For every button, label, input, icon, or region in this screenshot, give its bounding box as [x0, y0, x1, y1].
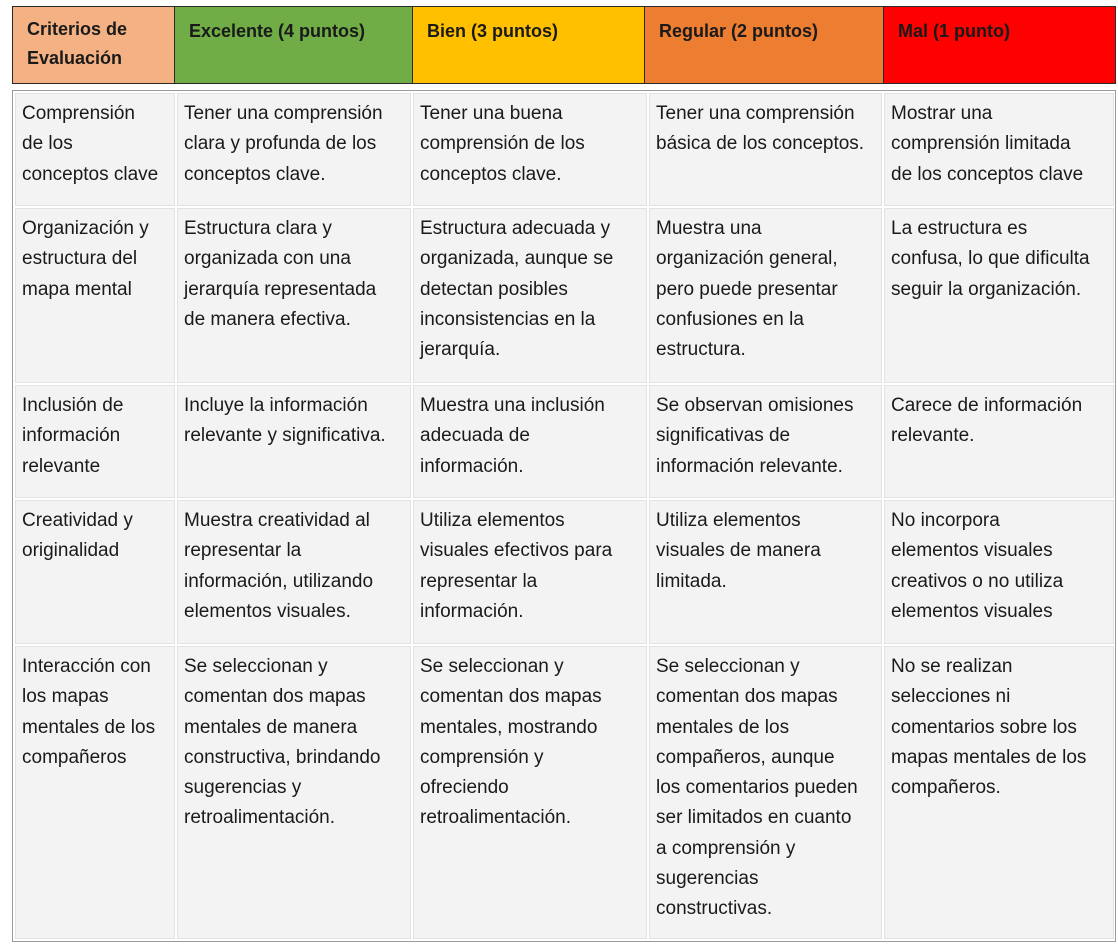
- excellent-cell: Incluye la información relevante y significativa.: [177, 385, 411, 498]
- bad-cell: No incorpora elementos visuales creativos o no utiliza elementos visuales: [884, 500, 1114, 644]
- header-good: Bien (3 puntos): [412, 6, 645, 84]
- good-cell: Tener una buena comprensión de los conceptos clave.: [413, 93, 647, 206]
- regular-cell: Se observan omisiones significativas de información relevante.: [649, 385, 882, 498]
- good-cell: Muestra una inclusión adecuada de información.: [413, 385, 647, 498]
- rubric-table: [12, 6, 1116, 942]
- good-cell: Estructura adecuada y organizada, aunque se detectan posibles inconsistencias en la jerarquía.: [413, 208, 647, 383]
- criterion-cell: Interacción con los mapas mentales de los compañeros: [15, 646, 175, 939]
- header-excellent: Excelente (4 puntos): [174, 6, 413, 84]
- excellent-cell: Estructura clara y organizada con una jerarquía representada de manera efectiva.: [177, 208, 411, 383]
- criterion-cell: Comprensión de los conceptos clave: [15, 93, 175, 206]
- excellent-cell: Se seleccionan y comentan dos mapas mentales de manera constructiva, brindando sugerencias y retroalimentación.: [177, 646, 411, 939]
- bad-cell: Carece de información relevante.: [884, 385, 1114, 498]
- criterion-cell: Inclusión de información relevante: [15, 385, 175, 498]
- excellent-cell: Muestra creatividad al representar la información, utilizando elementos visuales.: [177, 500, 411, 644]
- regular-cell: Muestra una organización general, pero puede presentar confusiones en la estructura.: [649, 208, 882, 383]
- bad-cell: No se realizan selecciones ni comentarios sobre los mapas mentales de los compañeros.: [884, 646, 1114, 939]
- header-row: [12, 6, 1116, 84]
- rubric-body: [12, 90, 1116, 942]
- bad-cell: Mostrar una comprensión limitada de los conceptos clave: [884, 93, 1114, 206]
- header-criteria: Criterios de Evaluación: [12, 6, 175, 84]
- good-cell: Se seleccionan y comentan dos mapas mentales, mostrando comprensión y ofreciendo retroalimentación.: [413, 646, 647, 939]
- regular-cell: Se seleccionan y comentan dos mapas mentales de los compañeros, aunque los comentarios pueden ser limitados en cuanto a comprensión y sugerencias constructivas.: [649, 646, 882, 939]
- excellent-cell: Tener una comprensión clara y profunda de los conceptos clave.: [177, 93, 411, 206]
- good-cell: Utiliza elementos visuales efectivos para representar la información.: [413, 500, 647, 644]
- criterion-cell: Creatividad y originalidad: [15, 500, 175, 644]
- regular-cell: Utiliza elementos visuales de manera limitada.: [649, 500, 882, 644]
- regular-cell: Tener una comprensión básica de los conceptos.: [649, 93, 882, 206]
- header-regular: Regular (2 puntos): [644, 6, 884, 84]
- header-bad: Mal (1 punto): [883, 6, 1116, 84]
- criterion-cell: Organización y estructura del mapa mental: [15, 208, 175, 383]
- bad-cell: La estructura es confusa, lo que dificulta seguir la organización.: [884, 208, 1114, 383]
